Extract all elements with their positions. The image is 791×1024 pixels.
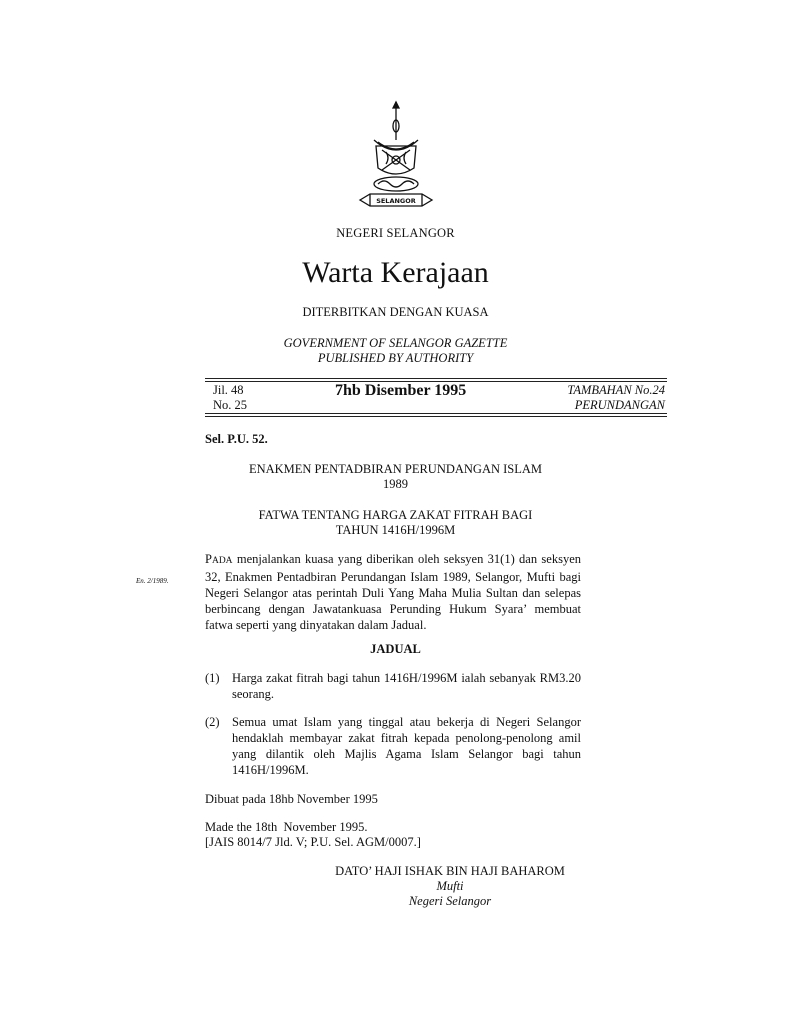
schedule-item xyxy=(205,714,581,778)
crest-ribbon-text: SELANGOR xyxy=(376,197,416,205)
supplement-number: TAMBAHAN No.24 xyxy=(567,383,665,397)
supplement-block xyxy=(567,383,665,413)
schedule-item-number: (1) xyxy=(205,671,220,685)
lead-small-caps: ADA xyxy=(211,556,233,566)
preamble-text: menjalankan kuasa yang diberikan oleh seksyen 31(1) dan seksyen 32, Enakmen Pentadbiran Perundangan Islam 1989, Selangor, Mufti bagi Negeri Selangor atas perintah Duli Yang Maha Mulia Sultan dan selepas berbincang dengan Jawatankuasa Perunding Hukum Syara’ membuat fatwa seperti yang dinyatakan dalam Jadual. xyxy=(205,552,581,632)
fatwa-line2: TAHUN 1416H/1996M xyxy=(335,523,456,537)
made-date-english: Made the 18th November 1995. xyxy=(205,820,368,834)
signatory-name: DATO’ HAJI ISHAK BIN HAJI BAHAROM xyxy=(335,864,565,878)
gazette-english-line1: GOVERNMENT OF SELANGOR GAZETTE xyxy=(283,336,508,350)
selangor-crest-emblem xyxy=(356,100,436,220)
state-name: NEGERI SELANGOR xyxy=(336,226,455,240)
issue-date: 7hb Disember 1995 xyxy=(335,382,467,399)
lead-cap: P xyxy=(205,552,212,566)
made-block xyxy=(205,820,421,850)
preamble-paragraph xyxy=(205,551,581,633)
schedule-item-text: Harga zakat fitrah bagi tahun 1416H/1996M ialah sebanyak RM3.20 seorang. xyxy=(232,671,581,701)
banner-bottom-rule-inner xyxy=(205,413,667,414)
authority-line: DITERBITKAN DENGAN KUASA xyxy=(302,305,489,319)
gazette-english-line2: PUBLISHED BY AUTHORITY xyxy=(317,351,474,365)
margin-note: En. 2/1989. xyxy=(136,577,169,585)
banner-top-rule xyxy=(205,378,667,379)
banner-bottom-rule xyxy=(205,416,667,417)
fatwa-heading xyxy=(0,508,791,538)
signature-block xyxy=(330,864,570,909)
enactment-line1: ENAKMEN PENTADBIRAN PERUNDANGAN ISLAM xyxy=(248,462,543,476)
fatwa-line1: FATWA TENTANG HARGA ZAKAT FITRAH BAGI xyxy=(258,508,533,522)
issue-volume-block xyxy=(213,383,247,413)
made-date-malay: Dibuat pada 18hb November 1995 xyxy=(205,792,378,806)
schedule-heading: JADUAL xyxy=(370,642,421,656)
issue-volume: Jil. 48 xyxy=(213,383,244,397)
enactment-heading xyxy=(0,462,791,492)
gazette-title: Warta Kerajaan xyxy=(302,256,489,289)
schedule-item-text: Semua umat Islam yang tinggal atau bekerja di Negeri Selangor hendaklah membayar zakat fitrah kepada penolong-penolong amil yang dilantik oleh Majlis Agama Islam Selangor bagi tahun 1416H/1996M. xyxy=(232,715,581,777)
schedule-item xyxy=(205,670,581,702)
enactment-line2: 1989 xyxy=(383,477,408,491)
supplement-category: PERUNDANGAN xyxy=(574,398,665,412)
signatory-state: Negeri Selangor xyxy=(408,894,492,908)
issue-number: No. 25 xyxy=(213,398,248,412)
notice-reference: Sel. P.U. 52. xyxy=(205,432,268,446)
schedule-item-number: (2) xyxy=(205,715,220,729)
signatory-position: Mufti xyxy=(436,879,464,893)
file-reference: [JAIS 8014/7 Jld. V; P.U. Sel. AGM/0007.] xyxy=(205,835,421,849)
